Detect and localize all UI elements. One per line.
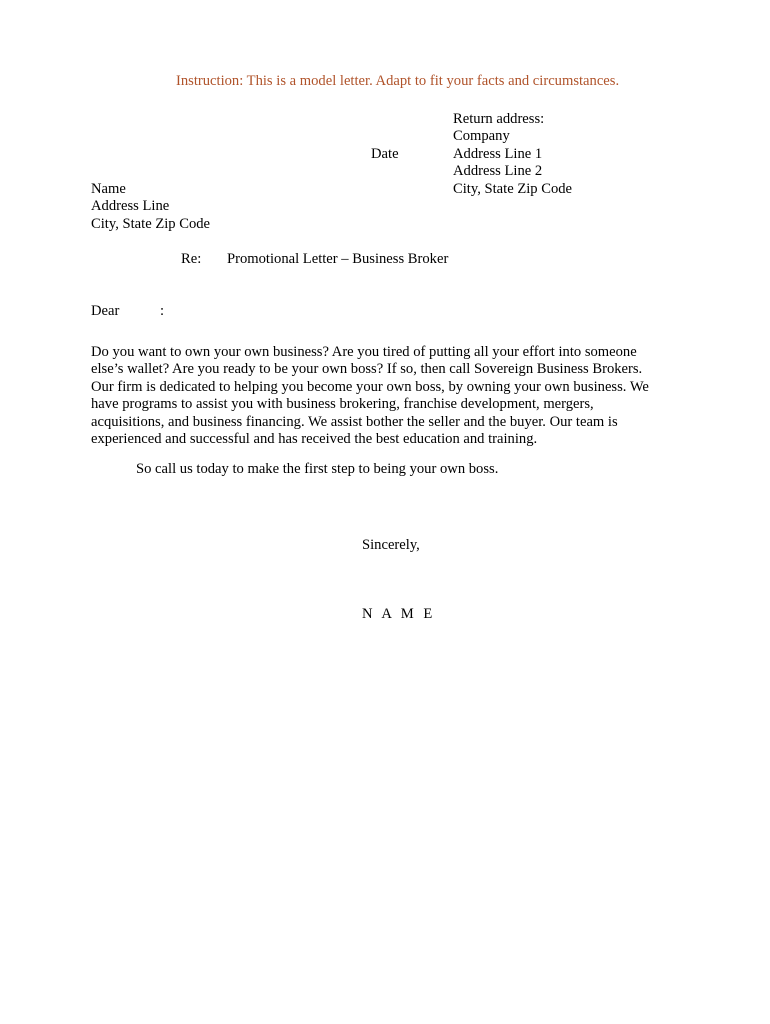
recipient-address-block	[91, 181, 210, 233]
body-line: acquisitions, and business financing. We assist bother the seller and the buyer. Our team is	[91, 413, 618, 430]
signature-name: N A M E	[362, 606, 436, 622]
body-paragraph	[91, 344, 681, 448]
body-line: experienced and successful and has received the best education and training.	[91, 431, 538, 448]
return-address-heading: Return address:	[453, 111, 545, 127]
return-address-line-1: Address Line 1	[453, 145, 543, 162]
subject-line: Promotional Letter – Business Broker	[227, 251, 449, 267]
body-line: have programs to assist you with business brokering, franchise development, mergers,	[91, 396, 594, 413]
sign-off: Sincerely,	[362, 537, 420, 553]
closing-paragraph: So call us today to make the first step to being your own boss.	[136, 461, 499, 477]
recipient-address-line: Address Line	[91, 198, 170, 215]
body-line: Do you want to own your own business? Are you tired of putting all your effort into someone	[91, 344, 637, 360]
body-line: Our firm is dedicated to helping you become your own boss, by owning your own business. We	[91, 378, 649, 395]
letter-date: Date	[371, 146, 399, 162]
body-line: else’s wallet? Are you ready to be your own boss? If so, then call Sovereign Business Brokers.	[91, 361, 643, 378]
recipient-city-state-zip: City, State Zip Code	[91, 215, 211, 232]
salutation: Dear	[91, 303, 120, 319]
return-address-line-2: Address Line 2	[453, 163, 543, 180]
subject-label: Re:	[181, 251, 202, 267]
salutation-colon: :	[160, 303, 165, 319]
return-address-company: Company	[453, 128, 510, 145]
instruction-note: Instruction: This is a model letter. Adapt to fit your facts and circumstances.	[176, 73, 620, 89]
return-address-block	[453, 111, 572, 198]
return-address-city-state-zip: City, State Zip Code	[453, 180, 573, 197]
recipient-name: Name	[91, 181, 126, 197]
